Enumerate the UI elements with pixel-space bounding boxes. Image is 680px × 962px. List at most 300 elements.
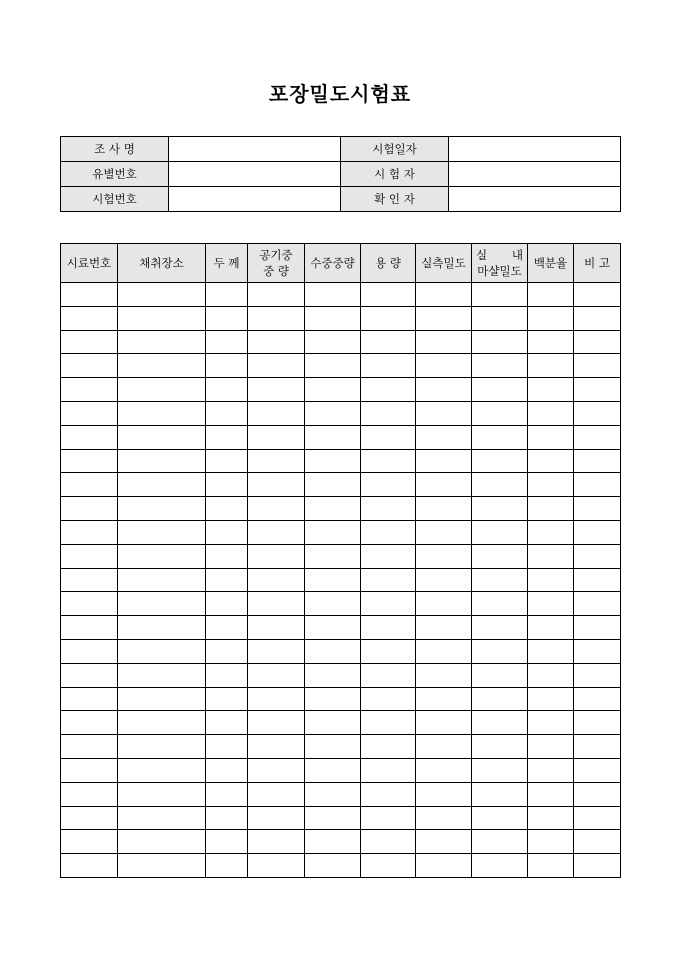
cell-remarks[interactable] [574,425,621,449]
cell-sample-no[interactable] [61,473,118,497]
table-row [61,616,621,640]
cell-water-weight[interactable] [305,425,361,449]
cell-location[interactable] [118,473,206,497]
cell-thickness[interactable] [206,330,248,354]
table-row [61,687,621,711]
cell-lab-density[interactable] [472,520,528,544]
cell-water-weight[interactable] [305,592,361,616]
cell-measured-density[interactable] [416,687,472,711]
test-date-field[interactable] [449,137,621,162]
cell-air-weight[interactable] [248,378,305,402]
cell-volume[interactable] [361,449,416,473]
cell-sample-no[interactable] [61,711,118,735]
header-remarks: 비 고 [574,244,621,283]
cell-water-weight[interactable] [305,473,361,497]
cell-remarks[interactable] [574,711,621,735]
cell-lab-density[interactable] [472,758,528,782]
cell-air-weight[interactable] [248,401,305,425]
cell-measured-density[interactable] [416,449,472,473]
grid-body [61,283,621,878]
header-volume: 용 량 [361,244,416,283]
cell-sample-no[interactable] [61,520,118,544]
cell-water-weight[interactable] [305,401,361,425]
confirmer-field[interactable] [449,187,621,212]
cell-volume[interactable] [361,306,416,330]
cell-sample-no[interactable] [61,639,118,663]
cell-remarks[interactable] [574,830,621,854]
cell-volume[interactable] [361,283,416,307]
header-lab-density-line1 [472,247,527,263]
cell-location[interactable] [118,306,206,330]
cell-percent[interactable] [528,758,574,782]
cell-sample-no[interactable] [61,854,118,878]
cell-water-weight[interactable] [305,330,361,354]
cell-air-weight[interactable] [248,830,305,854]
cell-location[interactable] [118,687,206,711]
table-row [61,758,621,782]
cell-lab-density[interactable] [472,568,528,592]
cell-air-weight[interactable] [248,544,305,568]
header-sample-no: 시료번호 [61,244,118,283]
cell-thickness[interactable] [206,544,248,568]
table-row [61,354,621,378]
cell-lab-density[interactable] [472,473,528,497]
cell-thickness[interactable] [206,806,248,830]
cell-location[interactable] [118,758,206,782]
cell-location[interactable] [118,782,206,806]
cell-remarks[interactable] [574,592,621,616]
cell-measured-density[interactable] [416,354,472,378]
cell-volume[interactable] [361,687,416,711]
cell-location[interactable] [118,497,206,521]
table-row [61,425,621,449]
table-row [61,473,621,497]
cell-water-weight[interactable] [305,283,361,307]
cell-percent[interactable] [528,425,574,449]
cell-percent[interactable] [528,639,574,663]
table-row [61,568,621,592]
cell-measured-density[interactable] [416,592,472,616]
cell-location[interactable] [118,520,206,544]
cell-volume[interactable] [361,473,416,497]
cell-measured-density[interactable] [416,639,472,663]
class-number-field[interactable] [169,162,341,187]
cell-remarks[interactable] [574,806,621,830]
cell-volume[interactable] [361,735,416,759]
density-test-table [60,243,621,878]
header-row [61,244,621,283]
cell-water-weight[interactable] [305,639,361,663]
table-row [61,544,621,568]
cell-lab-density[interactable] [472,330,528,354]
cell-thickness[interactable] [206,378,248,402]
cell-location[interactable] [118,330,206,354]
cell-measured-density[interactable] [416,425,472,449]
table-row [61,283,621,307]
cell-thickness[interactable] [206,830,248,854]
cell-water-weight[interactable] [305,854,361,878]
cell-water-weight[interactable] [305,544,361,568]
cell-volume[interactable] [361,711,416,735]
cell-remarks[interactable] [574,544,621,568]
cell-percent[interactable] [528,473,574,497]
cell-water-weight[interactable] [305,663,361,687]
info-label-tester: 시 험 자 [341,162,449,187]
cell-volume[interactable] [361,854,416,878]
cell-sample-no[interactable] [61,782,118,806]
cell-thickness[interactable] [206,401,248,425]
cell-lab-density[interactable] [472,425,528,449]
cell-percent[interactable] [528,330,574,354]
info-table [60,136,621,212]
cell-air-weight[interactable] [248,663,305,687]
cell-sample-no[interactable] [61,616,118,640]
test-number-field[interactable] [169,187,341,212]
table-row [61,782,621,806]
cell-remarks[interactable] [574,735,621,759]
cell-thickness[interactable] [206,449,248,473]
cell-lab-density[interactable] [472,663,528,687]
cell-water-weight[interactable] [305,449,361,473]
cell-lab-density[interactable] [472,806,528,830]
cell-air-weight[interactable] [248,806,305,830]
cell-sample-no[interactable] [61,806,118,830]
cell-percent[interactable] [528,497,574,521]
info-label-test-number: 시험번호 [61,187,169,212]
cell-measured-density[interactable] [416,663,472,687]
cell-volume[interactable] [361,592,416,616]
cell-sample-no[interactable] [61,568,118,592]
cell-thickness[interactable] [206,735,248,759]
cell-sample-no[interactable] [61,378,118,402]
cell-measured-density[interactable] [416,735,472,759]
cell-lab-density[interactable] [472,378,528,402]
cell-remarks[interactable] [574,616,621,640]
cell-sample-no[interactable] [61,687,118,711]
cell-volume[interactable] [361,520,416,544]
header-water-weight: 수중중량 [305,244,361,283]
table-row [61,378,621,402]
cell-water-weight[interactable] [305,687,361,711]
cell-water-weight[interactable] [305,735,361,759]
cell-water-weight[interactable] [305,520,361,544]
table-row [61,520,621,544]
cell-location[interactable] [118,639,206,663]
cell-percent[interactable] [528,544,574,568]
cell-lab-density[interactable] [472,306,528,330]
header-thickness: 두 께 [206,244,248,283]
cell-location[interactable] [118,592,206,616]
cell-thickness[interactable] [206,639,248,663]
cell-thickness[interactable] [206,592,248,616]
cell-air-weight[interactable] [248,735,305,759]
cell-location[interactable] [118,830,206,854]
cell-lab-density[interactable] [472,639,528,663]
cell-thickness[interactable] [206,306,248,330]
cell-measured-density[interactable] [416,378,472,402]
info-row [61,137,621,162]
cell-location[interactable] [118,568,206,592]
cell-water-weight[interactable] [305,782,361,806]
cell-sample-no[interactable] [61,663,118,687]
cell-volume[interactable] [361,401,416,425]
cell-percent[interactable] [528,449,574,473]
cell-lab-density[interactable] [472,854,528,878]
cell-air-weight[interactable] [248,425,305,449]
cell-thickness[interactable] [206,520,248,544]
cell-air-weight[interactable] [248,283,305,307]
cell-water-weight[interactable] [305,711,361,735]
cell-remarks[interactable] [574,330,621,354]
cell-sample-no[interactable] [61,758,118,782]
cell-percent[interactable] [528,854,574,878]
cell-water-weight[interactable] [305,354,361,378]
cell-lab-density[interactable] [472,283,528,307]
cell-air-weight[interactable] [248,520,305,544]
cell-measured-density[interactable] [416,520,472,544]
cell-lab-density[interactable] [472,592,528,616]
cell-location[interactable] [118,663,206,687]
cell-thickness[interactable] [206,425,248,449]
cell-percent[interactable] [528,830,574,854]
cell-lab-density[interactable] [472,401,528,425]
cell-thickness[interactable] [206,497,248,521]
cell-volume[interactable] [361,354,416,378]
cell-water-weight[interactable] [305,616,361,640]
cell-percent[interactable] [528,520,574,544]
cell-location[interactable] [118,806,206,830]
cell-remarks[interactable] [574,758,621,782]
cell-measured-density[interactable] [416,473,472,497]
cell-air-weight[interactable] [248,330,305,354]
cell-air-weight[interactable] [248,639,305,663]
page-title: 포장밀도시험표 [268,82,412,106]
cell-percent[interactable] [528,711,574,735]
cell-measured-density[interactable] [416,401,472,425]
cell-thickness[interactable] [206,473,248,497]
cell-remarks[interactable] [574,687,621,711]
survey-name-field[interactable] [169,137,341,162]
cell-remarks[interactable] [574,306,621,330]
cell-thickness[interactable] [206,663,248,687]
cell-sample-no[interactable] [61,592,118,616]
cell-measured-density[interactable] [416,330,472,354]
cell-percent[interactable] [528,401,574,425]
cell-thickness[interactable] [206,711,248,735]
cell-lab-density[interactable] [472,354,528,378]
cell-volume[interactable] [361,568,416,592]
cell-measured-density[interactable] [416,544,472,568]
cell-percent[interactable] [528,592,574,616]
cell-thickness[interactable] [206,568,248,592]
table-row [61,663,621,687]
cell-location[interactable] [118,283,206,307]
cell-sample-no[interactable] [61,306,118,330]
cell-volume[interactable] [361,544,416,568]
cell-air-weight[interactable] [248,306,305,330]
cell-remarks[interactable] [574,401,621,425]
cell-measured-density[interactable] [416,854,472,878]
cell-measured-density[interactable] [416,616,472,640]
cell-sample-no[interactable] [61,283,118,307]
cell-water-weight[interactable] [305,758,361,782]
cell-percent[interactable] [528,568,574,592]
cell-sample-no[interactable] [61,354,118,378]
cell-water-weight[interactable] [305,378,361,402]
cell-water-weight[interactable] [305,830,361,854]
cell-lab-density[interactable] [472,782,528,806]
table-row [61,854,621,878]
cell-location[interactable] [118,544,206,568]
cell-percent[interactable] [528,306,574,330]
cell-remarks[interactable] [574,283,621,307]
cell-measured-density[interactable] [416,497,472,521]
cell-water-weight[interactable] [305,568,361,592]
cell-volume[interactable] [361,830,416,854]
cell-percent[interactable] [528,663,574,687]
cell-location[interactable] [118,401,206,425]
cell-lab-density[interactable] [472,687,528,711]
cell-lab-density[interactable] [472,449,528,473]
cell-thickness[interactable] [206,283,248,307]
tester-field[interactable] [449,162,621,187]
cell-percent[interactable] [528,806,574,830]
cell-remarks[interactable] [574,663,621,687]
cell-remarks[interactable] [574,854,621,878]
cell-sample-no[interactable] [61,830,118,854]
info-label-confirmer: 확 인 자 [341,187,449,212]
cell-percent[interactable] [528,283,574,307]
table-row [61,830,621,854]
cell-thickness[interactable] [206,616,248,640]
table-row [61,806,621,830]
cell-air-weight[interactable] [248,782,305,806]
cell-volume[interactable] [361,616,416,640]
cell-air-weight[interactable] [248,354,305,378]
cell-measured-density[interactable] [416,568,472,592]
cell-location[interactable] [118,449,206,473]
cell-lab-density[interactable] [472,711,528,735]
cell-remarks[interactable] [574,473,621,497]
cell-percent[interactable] [528,616,574,640]
cell-remarks[interactable] [574,497,621,521]
cell-thickness[interactable] [206,687,248,711]
cell-thickness[interactable] [206,758,248,782]
cell-remarks[interactable] [574,354,621,378]
cell-air-weight[interactable] [248,711,305,735]
cell-thickness[interactable] [206,782,248,806]
header-lab-density [472,244,528,283]
header-lab-density-word2: 내 [511,248,523,262]
table-row [61,330,621,354]
cell-air-weight[interactable] [248,854,305,878]
cell-volume[interactable] [361,782,416,806]
cell-air-weight[interactable] [248,568,305,592]
cell-volume[interactable] [361,806,416,830]
cell-measured-density[interactable] [416,306,472,330]
cell-water-weight[interactable] [305,497,361,521]
cell-air-weight[interactable] [248,592,305,616]
table-row [61,639,621,663]
cell-lab-density[interactable] [472,616,528,640]
cell-location[interactable] [118,735,206,759]
cell-air-weight[interactable] [248,497,305,521]
cell-location[interactable] [118,854,206,878]
cell-sample-no[interactable] [61,449,118,473]
cell-sample-no[interactable] [61,497,118,521]
cell-volume[interactable] [361,425,416,449]
cell-volume[interactable] [361,378,416,402]
cell-measured-density[interactable] [416,758,472,782]
cell-volume[interactable] [361,758,416,782]
info-row [61,187,621,212]
cell-percent[interactable] [528,782,574,806]
cell-air-weight[interactable] [248,616,305,640]
cell-lab-density[interactable] [472,735,528,759]
header-percent: 백분율 [528,244,574,283]
cell-remarks[interactable] [574,449,621,473]
cell-measured-density[interactable] [416,806,472,830]
cell-percent[interactable] [528,687,574,711]
table-row [61,449,621,473]
cell-sample-no[interactable] [61,401,118,425]
cell-air-weight[interactable] [248,449,305,473]
cell-remarks[interactable] [574,520,621,544]
info-row [61,162,621,187]
cell-measured-density[interactable] [416,830,472,854]
table-row [61,711,621,735]
cell-air-weight[interactable] [248,758,305,782]
cell-thickness[interactable] [206,354,248,378]
cell-volume[interactable] [361,330,416,354]
info-label-test-date: 시험일자 [341,137,449,162]
cell-sample-no[interactable] [61,330,118,354]
cell-thickness[interactable] [206,854,248,878]
cell-air-weight[interactable] [248,473,305,497]
cell-air-weight[interactable] [248,687,305,711]
cell-percent[interactable] [528,378,574,402]
cell-location[interactable] [118,711,206,735]
cell-percent[interactable] [528,735,574,759]
cell-remarks[interactable] [574,639,621,663]
cell-sample-no[interactable] [61,735,118,759]
cell-measured-density[interactable] [416,782,472,806]
cell-remarks[interactable] [574,378,621,402]
info-label-class-number: 유별번호 [61,162,169,187]
cell-water-weight[interactable] [305,806,361,830]
cell-location[interactable] [118,354,206,378]
cell-lab-density[interactable] [472,544,528,568]
cell-measured-density[interactable] [416,711,472,735]
cell-location[interactable] [118,425,206,449]
cell-lab-density[interactable] [472,497,528,521]
cell-volume[interactable] [361,639,416,663]
cell-sample-no[interactable] [61,544,118,568]
cell-volume[interactable] [361,663,416,687]
cell-location[interactable] [118,616,206,640]
cell-sample-no[interactable] [61,425,118,449]
cell-remarks[interactable] [574,568,621,592]
cell-lab-density[interactable] [472,830,528,854]
header-lab-density-word1: 실 [476,248,488,262]
cell-location[interactable] [118,378,206,402]
cell-remarks[interactable] [574,782,621,806]
cell-percent[interactable] [528,354,574,378]
info-label-survey-name: 조 사 명 [61,137,169,162]
cell-measured-density[interactable] [416,283,472,307]
cell-water-weight[interactable] [305,306,361,330]
cell-volume[interactable] [361,497,416,521]
